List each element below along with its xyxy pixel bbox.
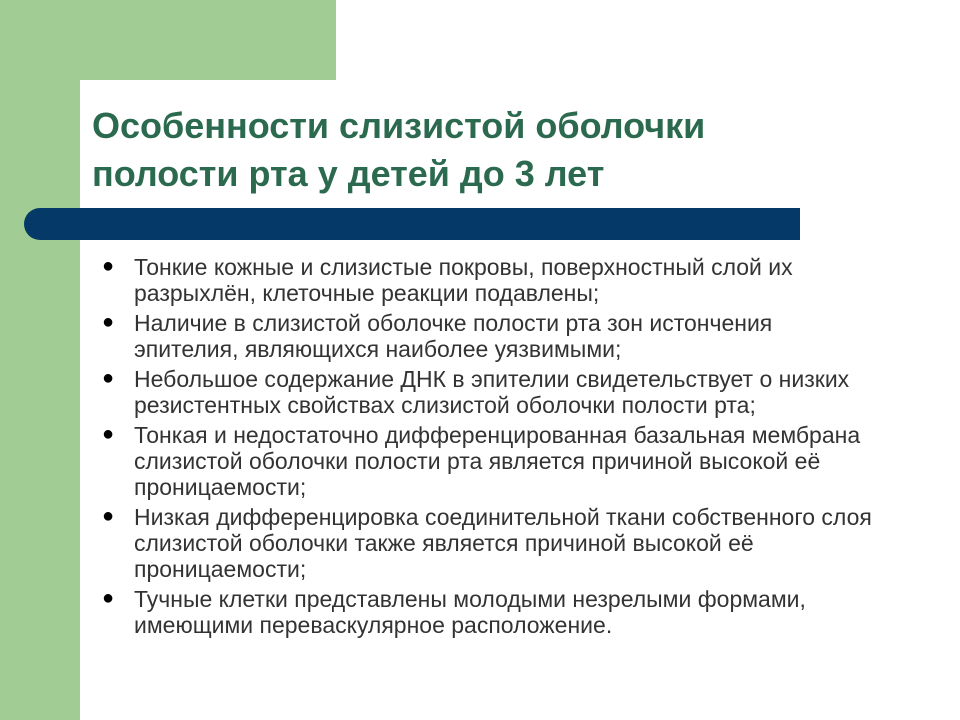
bullet-item bbox=[96, 504, 876, 582]
bullet-item bbox=[96, 366, 876, 418]
bullet-text: Тучные клетки представлены молодыми незрелыми формами, имеющими переваскулярное расположение. bbox=[134, 586, 806, 638]
top-green-band bbox=[0, 0, 336, 80]
slide-title-line-2: полости рта у детей до 3 лет bbox=[92, 153, 605, 194]
bullet-text: Тонкая и недостаточно дифференцированная базальная мембрана слизистой оболочки полости рта является причиной высокой её проницаемости; bbox=[134, 422, 861, 500]
bullet-text: Наличие в слизистой оболочке полости рта зон истончения эпителия, являющихся наиболее уязвимыми; bbox=[134, 310, 773, 362]
bullet-dot-icon: ● bbox=[102, 367, 115, 389]
bullet-dot-icon: ● bbox=[102, 505, 115, 527]
bullet-list bbox=[96, 254, 876, 642]
bullet-item bbox=[96, 586, 876, 638]
bullet-item bbox=[96, 310, 876, 362]
left-green-band bbox=[0, 0, 80, 720]
bullet-item bbox=[96, 422, 876, 500]
bullet-dot-icon: ● bbox=[102, 423, 115, 445]
bullet-dot-icon: ● bbox=[102, 587, 115, 609]
slide-title-line-1: Особенности слизистой оболочки bbox=[92, 105, 706, 146]
slide-title bbox=[92, 102, 872, 198]
bullet-dot-icon: ● bbox=[102, 311, 115, 333]
bullet-dot-icon: ● bbox=[102, 255, 115, 277]
title-divider-bar bbox=[24, 208, 800, 240]
bullet-text: Небольшое содержание ДНК в эпителии свидетельствует о низких резистентных свойствах слизистой оболочки полости рта; bbox=[134, 366, 850, 418]
bullet-text: Низкая дифференцировка соединительной ткани собственного слоя слизистой оболочки также является причиной высокой её проницаемости; bbox=[134, 504, 872, 582]
bullet-item bbox=[96, 254, 876, 306]
bullet-text: Тонкие кожные и слизистые покровы, поверхностный слой их разрыхлён, клеточные реакции подавлены; bbox=[134, 254, 793, 306]
